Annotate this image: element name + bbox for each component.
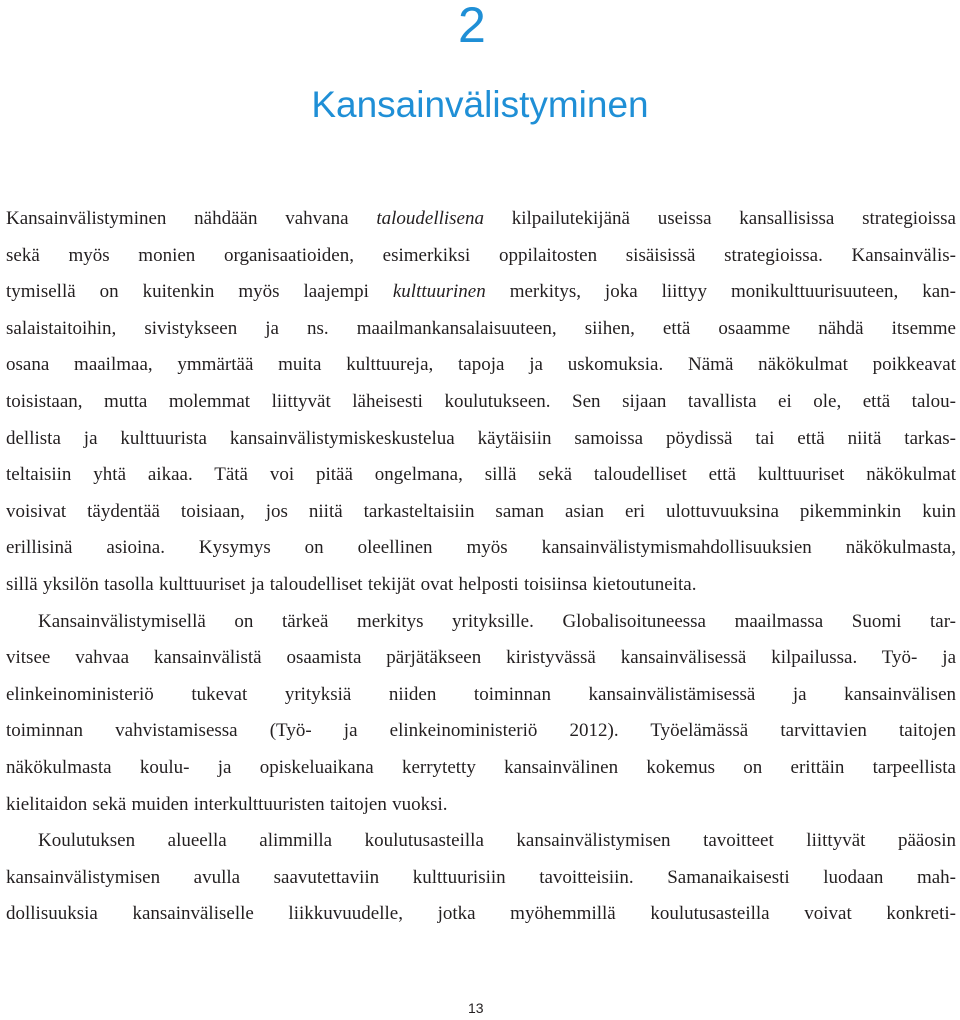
text-line: dollisuuksia kansainväliselle liikkuvuudelle, jotka myöhemmillä koulutusasteilla voivat konkreti- (6, 903, 956, 925)
text-line: toisistaan, mutta molemmat liittyvät läheisesti koulutukseen. Sen sijaan tavallista ei ole, että talou- (6, 390, 956, 412)
text-line: sekä myös monien organisaatioiden, esimerkiksi oppilaitosten sisäisissä strategioissa. Kansainvälis- (6, 244, 956, 266)
text-line: dellista ja kulttuurista kansainvälistymiskeskustelua käytäisiin samoissa pöydissä tai että niitä tarkas- (6, 427, 956, 449)
text-line: osana maailmaa, ymmärtää muita kulttuureja, tapoja ja uskomuksia. Nämä näkökulmat poikkeavat (6, 354, 956, 376)
text-line: näkökulmasta koulu- ja opiskeluaikana kerrytetty kansainvälinen kokemus on erittäin tarpeellista (6, 756, 956, 778)
text-line: toiminnan vahvistamisessa (Työ- ja elinkeinoministeriö 2012). Työelämässä tarvittavien taitojen (6, 720, 956, 742)
paragraph (6, 201, 956, 604)
text-line: kansainvälistymisen avulla saavutettaviin kulttuurisiin tavoitteisiin. Samanaikaisesti luodaan mah- (6, 866, 956, 888)
text-line: Kansainvälistymisellä on tärkeä merkitys yrityksille. Globalisoituneessa maailmassa Suomi tar- (38, 610, 956, 632)
text-line: voisivat täydentää toisiaan, jos niitä tarkasteltaisiin saman asian eri ulottuvuuksina pikemminkin kuin (6, 500, 956, 522)
text-line: Kansainvälistyminen nähdään vahvana taloudellisena kilpailutekijänä useissa kansallisissa strategioissa (6, 208, 956, 229)
emphasis-text: taloudellisena (376, 208, 484, 229)
chapter-number-text: 2 (458, 0, 486, 53)
text-line: sillä yksilön tasolla kulttuuriset ja taloudelliset tekijät ovat helposti toisiinsa kietoutuneita. (6, 573, 697, 595)
paragraph (6, 604, 956, 824)
text-line: salaistaitoihin, sivistykseen ja ns. maailmankansalaisuuteen, siihen, että osaamme nähdä itsemme (6, 317, 956, 339)
text-line: teltaisiin yhtä aikaa. Tätä voi pitää ongelmana, sillä sekä taloudelliset että kulttuuriset näkökulmat (6, 464, 956, 486)
text-line: Koulutuksen alueella alimmilla koulutusasteilla kansainvälistymisen tavoitteet liittyvät pääosin (38, 830, 956, 852)
paragraph (6, 823, 956, 933)
text-line: tymisellä on kuitenkin myös laajempi kulttuurinen merkitys, joka liittyy monikulttuurisuuteen, kan- (6, 281, 956, 303)
body-text (6, 201, 956, 933)
text-line: kielitaidon sekä muiden interkulttuuristen taitojen vuoksi. (6, 793, 448, 815)
page-number-text: 13 (468, 1000, 484, 1016)
emphasis-text: kulttuurinen (392, 281, 486, 303)
text-line: vitsee vahvaa kansainvälistä osaamista pärjätäkseen kiristyvässä kansainvälisessä kilpailussa. Työ- ja (6, 647, 956, 669)
text-line: elinkeinoministeriö tukevat yrityksiä niiden toiminnan kansainvälistämisessä ja kansainvälisen (6, 683, 956, 705)
chapter-title: Kansainvälistyminen (311, 84, 649, 125)
text-line: erillisinä asioina. Kysymys on oleellinen myös kansainvälistymismahdollisuuksien näkökulmasta, (6, 537, 956, 559)
